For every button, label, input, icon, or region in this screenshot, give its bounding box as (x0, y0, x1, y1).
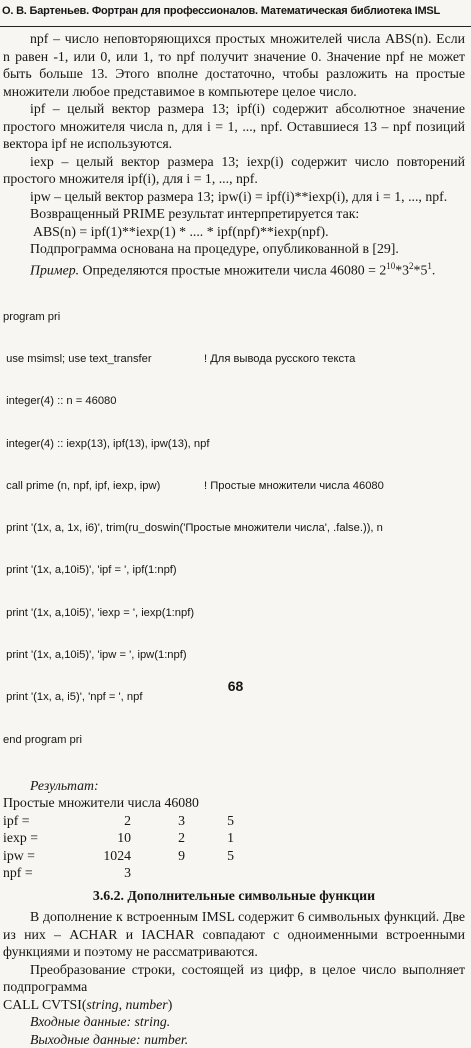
table-row: iexp = 10 2 1 (3, 830, 234, 846)
paragraph-ipf: ipf – целый вектор размера 13; ipf(i) содержит абсолютное значение простого множителя числа n, для i = 1, ..., npf. Оставшиеся 13 – npf позиций вектора ipf не используются. (3, 101, 465, 151)
example-text: Определяются простые множители числа 46080 = 2 (79, 262, 387, 278)
exponent-1: 10 (386, 260, 396, 271)
code-line: print '(1x, a,10i5)', 'iexp = ', iexp(1:npf) (3, 606, 195, 619)
table-row: npf = 3 (3, 865, 131, 881)
section-paragraph-2: Преобразование строки, состоящей из цифр, в целое число выполняет подпрограмма (3, 961, 465, 995)
exponent-2: 2 (409, 260, 414, 271)
exponent-3: 1 (427, 260, 432, 271)
page-number: 68 (227, 678, 244, 694)
paragraph-example (3, 258, 465, 279)
code-line: end program pri (3, 733, 82, 746)
code-line: call prime (n, npf, ipf, iexp, ipw) ! Простые множители числа 46080 (3, 479, 384, 492)
results-table (3, 812, 234, 882)
code-line: print '(1x, a,10i5)', 'ipf = ', ipf(1:npf) (3, 564, 177, 577)
code-line: integer(4) :: iexp(13), ipf(13), ipw(13), npf (3, 437, 210, 450)
section-title: 3.6.2. Дополнительные символьные функции (92, 887, 376, 903)
paragraph-iexp: iexp – целый вектор размера 13; iexp(i) содержит число повторений простого множителя ipf(i), для i = 1, ..., npf. (3, 153, 465, 186)
code-line: integer(4) :: n = 46080 (3, 395, 117, 408)
example-label: Пример. (30, 262, 80, 278)
code-line: print '(1x, a,10i5)', 'ipw = ', ipw(1:npf) (3, 649, 187, 662)
header-rule (0, 26, 471, 27)
output-data: Выходные данные: number. (30, 1031, 189, 1047)
table-row: ipw = 1024 9 5 (3, 847, 234, 863)
code-listing (3, 282, 465, 775)
example-end: . (431, 262, 436, 278)
example-mid-2: *5 (413, 262, 428, 278)
code-line: print '(1x, a, i5)', 'npf = ', npf (3, 691, 143, 704)
results-label: Результат: (30, 777, 99, 793)
page-body (3, 30, 465, 1048)
input-data: Входные данные: string. (30, 1014, 171, 1030)
table-row: ipf = 2 3 5 (3, 812, 234, 828)
paragraph-ipw: ipw – целый вектор размера 13; ipw(i) = ipf(i)**iexp(i), для i = 1, ..., npf. (30, 188, 448, 204)
results-block (3, 777, 465, 882)
paragraph-npf: npf – число неповторяющихся простых множителей числа ABS(n). Если n равен -1, или 0, или 1, то npf получит значение 0. Значение npf не может быть больше 13. Этого вполне достаточно, чтобы разложить на простые множители любое представимое в компьютере целое число. (3, 31, 465, 99)
code-line: print '(1x, a, 1x, i6)', trim(ru_doswin('Простые множители числа', .false.)), n (3, 522, 383, 535)
results-heading: Простые множители числа 46080 (3, 795, 199, 811)
paragraph-returned: Возвращенный PRIME результат интерпретируется так: (30, 206, 360, 221)
running-head: О. В. Бартеньев. Фортран для профессионалов. Математическая библиотека IMSL (2, 5, 441, 17)
section-paragraph-1: В дополнение к встроенным IMSL содержит 6 символьных функций. Две из них – ACHAR и IACHAR совпадают с одноименными встроенными функциями и поэтому не рассматриваются. (3, 909, 465, 960)
formula: ABS(n) = ipf(1)**iexp(1) * .... * ipf(npf)**iexp(npf). (33, 223, 329, 239)
code-line: program pri (3, 310, 61, 323)
example-mid-1: *3 (395, 262, 410, 278)
code-line: use msimsl; use text_transfer ! Для вывода русского текста (3, 353, 356, 366)
paragraph-based: Подпрограмма основана на процедуре, опубликованной в [29]. (30, 241, 399, 256)
call-statement: CALL CVTSI(string, number) (3, 996, 173, 1012)
